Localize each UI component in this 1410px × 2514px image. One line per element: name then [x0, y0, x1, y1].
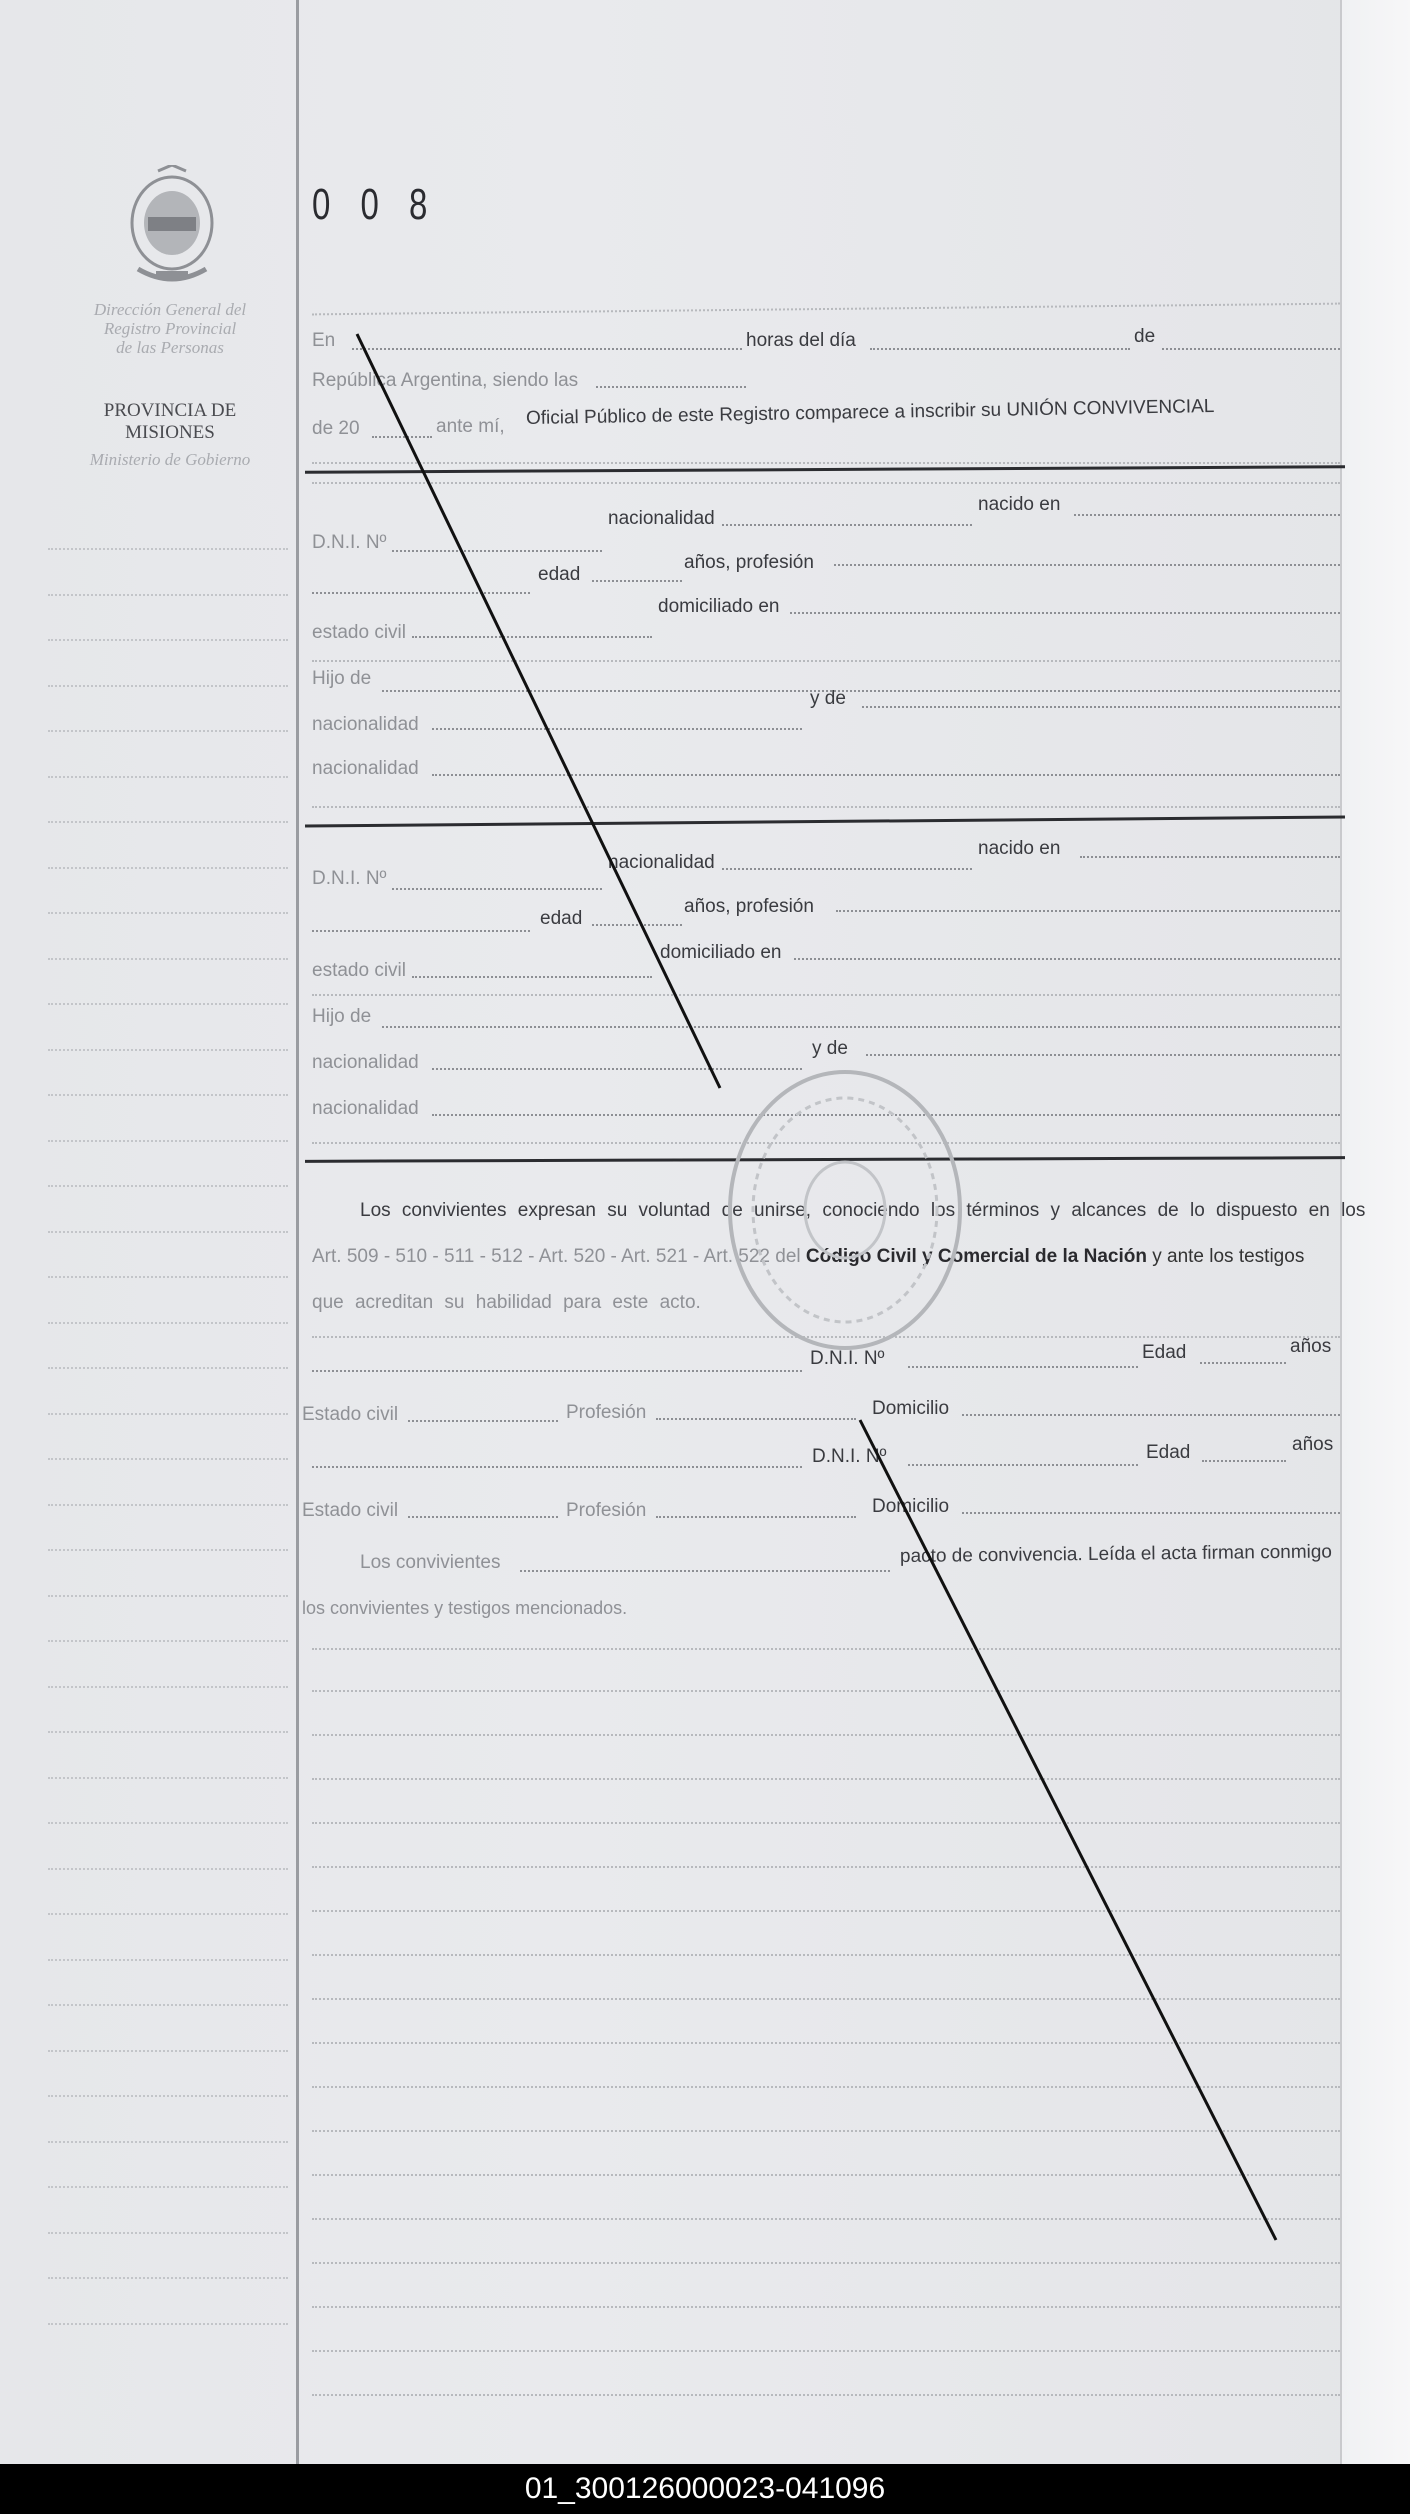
intro-horas: horas del día	[746, 330, 856, 351]
w1-estado-civil-label: Estado civil	[302, 1404, 399, 1425]
p1-nacionalidad-label: nacionalidad	[608, 508, 715, 529]
p1-nacionalidad-madre-label: nacionalidad	[312, 758, 419, 779]
ministry-name: Ministerio de Gobierno	[89, 450, 251, 469]
p2-nacido-label: nacido en	[978, 838, 1061, 859]
declaration-code: Código Civil y Comercial de la Nación	[805, 1246, 1147, 1267]
p2-estado-civil-label: estado civil	[312, 960, 406, 981]
intro-republica: República Argentina, siendo las	[312, 370, 579, 391]
p1-hijo-label: Hijo de	[312, 668, 372, 689]
p2-nacionalidad-madre-label: nacionalidad	[312, 1098, 419, 1119]
declaration-tail: y ante los testigos	[1152, 1246, 1305, 1267]
declaration-articles: Art. 509 - 510 - 511 - 512 - Art. 520 - Art. 521 - Art. 522 del	[312, 1246, 801, 1267]
p1-edad-label: edad	[538, 564, 581, 585]
declaration-line3: que acreditan su habilidad para este acto.	[312, 1292, 701, 1313]
w2-anos-label: años	[1292, 1434, 1334, 1455]
p2-y-de-label: y de	[812, 1038, 848, 1059]
intro-comparece: Oficial Público de este Registro comparece a inscribir su UNIÓN CONVIVENCIAL	[525, 395, 1215, 429]
w1-edad-label: Edad	[1142, 1342, 1187, 1363]
intro-de: de	[1134, 326, 1156, 347]
province-name: PROVINCIA DE MISIONES	[103, 400, 237, 443]
p2-edad-label: edad	[540, 908, 583, 929]
p2-dni-label: D.N.I. Nº	[312, 868, 387, 889]
p2-nacionalidad-padre-label: nacionalidad	[312, 1052, 419, 1073]
p1-estado-civil-label: estado civil	[312, 622, 406, 643]
acta-number: 0 0 8	[312, 180, 438, 229]
w1-dni-label: D.N.I. Nº	[810, 1348, 885, 1369]
w2-estado-civil-label: Estado civil	[302, 1500, 399, 1521]
p2-profesion-label: años, profesión	[684, 896, 814, 917]
w2-edad-label: Edad	[1146, 1442, 1191, 1463]
p2-nacionalidad-label: nacionalidad	[608, 852, 715, 873]
w1-domicilio-label: Domicilio	[872, 1398, 950, 1419]
intro-de-20: de 20	[312, 418, 360, 439]
p1-dni-label: D.N.I. Nº	[312, 532, 387, 553]
intro-ante-mi: ante mí,	[436, 416, 505, 437]
p1-nacido-label: nacido en	[978, 494, 1061, 515]
closing-convivientes: Los convivientes	[360, 1552, 501, 1573]
p1-domiciliado-label: domiciliado en	[658, 596, 780, 617]
declaration-line1: Los convivientes expresan su voluntad de unirse, conociendo los términos y alcances de lo dispuesto en los	[360, 1200, 1366, 1221]
p1-nacionalidad-padre-label: nacionalidad	[312, 714, 419, 735]
p2-hijo-label: Hijo de	[312, 1006, 372, 1027]
intro-en: En	[312, 330, 336, 351]
w1-anos-label: años	[1290, 1336, 1332, 1357]
scan-identifier: 01_300126000023-041096	[0, 2464, 1410, 2514]
closing-pacto: pacto de convivencia. Leída el acta firman conmigo	[899, 1541, 1333, 1567]
p1-profesion-label: años, profesión	[684, 552, 814, 573]
w2-profesion-label: Profesión	[566, 1500, 647, 1521]
registry-office-name: Dirección General del Registro Provincial de las Personas	[93, 300, 247, 357]
w1-profesion-label: Profesión	[566, 1402, 647, 1423]
p2-domiciliado-label: domiciliado en	[660, 942, 782, 963]
p1-y-de-label: y de	[810, 688, 846, 709]
w2-domicilio-label: Domicilio	[872, 1496, 950, 1517]
w2-dni-label: D.N.I. Nº	[812, 1446, 887, 1467]
closing-line2: los convivientes y testigos mencionados.	[302, 1598, 628, 1618]
